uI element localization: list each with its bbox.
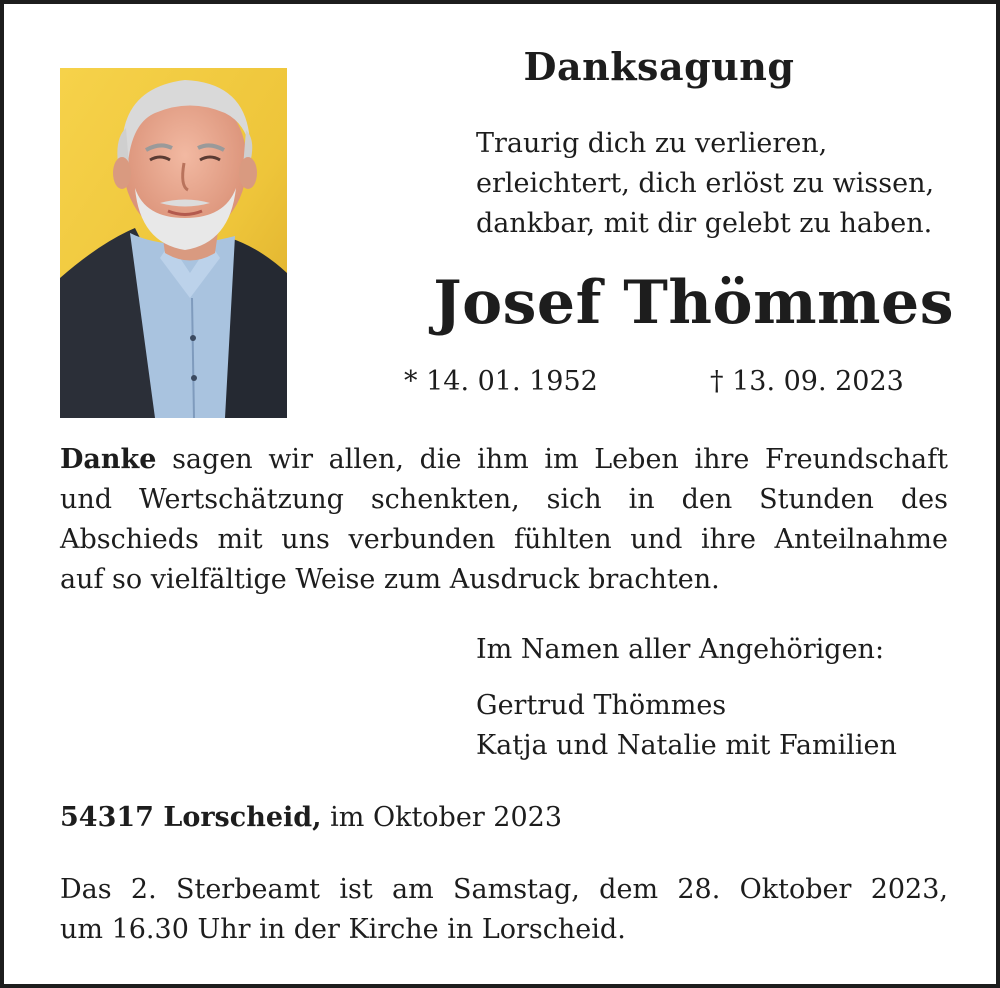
deceased-name: Josef Thömmes [433, 268, 954, 338]
place-location: 54317 Lorscheid, [60, 802, 322, 833]
service-line: um 16.30 Uhr in der Kirche in Lorscheid. [60, 914, 626, 945]
birth-date: * 14. 01. 1952 [404, 366, 598, 397]
poem-line: dankbar, mit dir gelebt zu haben. [476, 208, 933, 239]
thanks-line: und Wertschätzung schenkten, sich in den Stunden des [60, 484, 948, 515]
thanks-line: auf so vielfältige Weise zum Ausdruck brachten. [60, 564, 720, 595]
poem [476, 124, 956, 244]
thanks-paragraph [60, 440, 948, 600]
death-date: † 13. 09. 2023 [710, 366, 904, 397]
heading-danksagung: Danksagung [523, 44, 795, 89]
family-intro: Im Namen aller Angehörigen: [476, 634, 885, 665]
poem-line: erleichtert, dich erlöst zu wissen, [476, 168, 935, 199]
family-signature [476, 630, 956, 766]
family-member: Gertrud Thömmes [476, 690, 727, 721]
portrait-illustration [60, 68, 287, 418]
service-notice [60, 870, 948, 950]
place-date: im Oktober 2023 [321, 802, 563, 833]
family-member: Katja und Natalie mit Familien [476, 730, 897, 761]
service-line: Das 2. Sterbeamt ist am Samstag, dem 28. Oktober 2023, [60, 874, 948, 905]
thanks-line: Abschieds mit uns verbunden fühlten und ihre Anteilnahme [60, 524, 948, 555]
place-and-date [60, 802, 760, 833]
thanks-line [60, 440, 948, 480]
poem-line: Traurig dich zu verlieren, [476, 128, 828, 159]
portrait-photo [60, 68, 287, 418]
thanks-line-rest: sagen wir allen, die ihm im Leben ihre Freundschaft [156, 444, 948, 475]
thanks-lead: Danke [60, 444, 157, 475]
